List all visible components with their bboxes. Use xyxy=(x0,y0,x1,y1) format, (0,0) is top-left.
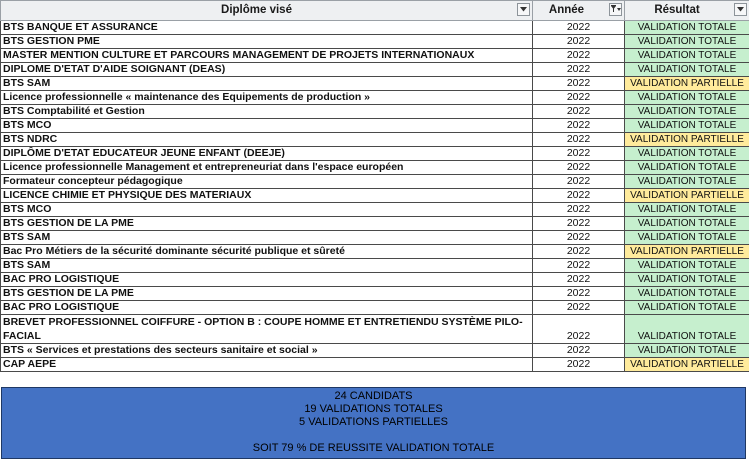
cell-annee[interactable]: 2022 xyxy=(533,91,625,105)
cell-diplome[interactable]: Formateur concepteur pédagogique xyxy=(1,175,533,189)
table-body xyxy=(1,21,749,372)
cell-diplome[interactable]: BAC PRO LOGISTIQUE xyxy=(1,301,533,315)
cell-diplome[interactable]: BTS SAM xyxy=(1,231,533,245)
annee-filter-button[interactable] xyxy=(609,3,622,16)
cell-resultat[interactable]: VALIDATION TOTALE xyxy=(625,217,749,231)
cell-diplome[interactable]: Licence professionnelle Management et entrepreneuriat dans l'espace européen xyxy=(1,161,533,175)
cell-diplome[interactable]: BTS « Services et prestations des secteurs sanitaire et social » xyxy=(1,344,533,358)
cell-resultat[interactable]: VALIDATION TOTALE xyxy=(625,147,749,161)
table-row[interactable] xyxy=(1,189,749,203)
cell-diplome[interactable]: Licence professionnelle « maintenance des Equipements de production » xyxy=(1,91,533,105)
cell-diplome[interactable]: MASTER MENTION CULTURE ET PARCOURS MANAGEMENT DE PROJETS INTERNATIONAUX xyxy=(1,49,533,63)
cell-resultat[interactable]: VALIDATION PARTIELLE xyxy=(625,189,749,203)
cell-diplome[interactable]: BTS Comptabilité et Gestion xyxy=(1,105,533,119)
table-row[interactable] xyxy=(1,315,749,344)
cell-resultat[interactable]: VALIDATION TOTALE xyxy=(625,315,749,344)
table-row[interactable] xyxy=(1,105,749,119)
cell-annee[interactable]: 2022 xyxy=(533,344,625,358)
header-diplome xyxy=(1,1,533,21)
cell-annee[interactable]: 2022 xyxy=(533,133,625,147)
table-row[interactable] xyxy=(1,344,749,358)
cell-resultat[interactable]: VALIDATION TOTALE xyxy=(625,119,749,133)
cell-diplome[interactable]: BTS MCO xyxy=(1,203,533,217)
cell-resultat[interactable]: VALIDATION TOTALE xyxy=(625,273,749,287)
header-row xyxy=(1,1,749,21)
table-row[interactable] xyxy=(1,91,749,105)
cell-diplome[interactable]: BTS BANQUE ET ASSURANCE xyxy=(1,21,533,35)
resultat-filter-button[interactable] xyxy=(734,3,747,16)
summary-taux-reussite: SOIT 79 % DE REUSSITE VALIDATION TOTALE xyxy=(252,442,495,454)
table-row[interactable] xyxy=(1,49,749,63)
cell-resultat[interactable]: VALIDATION TOTALE xyxy=(625,49,749,63)
table-row[interactable] xyxy=(1,175,749,189)
cell-annee[interactable]: 2022 xyxy=(533,189,625,203)
table-row[interactable] xyxy=(1,203,749,217)
cell-resultat[interactable]: VALIDATION PARTIELLE xyxy=(625,358,749,372)
cell-resultat[interactable]: VALIDATION TOTALE xyxy=(625,105,749,119)
header-resultat-label: Résultat xyxy=(654,4,700,16)
table-row[interactable] xyxy=(1,21,749,35)
cell-annee[interactable]: 2022 xyxy=(533,245,625,259)
table-row[interactable] xyxy=(1,119,749,133)
cell-resultat[interactable]: VALIDATION TOTALE xyxy=(625,203,749,217)
cell-diplome[interactable]: BREVET PROFESSIONNEL COIFFURE - OPTION B : COUPE HOMME ET ENTRETIENDU SYSTÈME PILO-FACIAL xyxy=(1,315,533,344)
table-row[interactable] xyxy=(1,63,749,77)
chevron-down-icon xyxy=(737,7,744,12)
cell-annee[interactable]: 2022 xyxy=(533,231,625,245)
table-row[interactable] xyxy=(1,301,749,315)
cell-annee[interactable]: 2022 xyxy=(533,21,625,35)
table-row[interactable] xyxy=(1,358,749,372)
cell-resultat[interactable]: VALIDATION TOTALE xyxy=(625,287,749,301)
filter-icon xyxy=(611,5,621,14)
cell-annee[interactable]: 2022 xyxy=(533,77,625,91)
cell-annee[interactable]: 2022 xyxy=(533,119,625,133)
header-annee-label: Année xyxy=(548,4,585,16)
cell-diplome[interactable]: BTS GESTION DE LA PME xyxy=(1,217,533,231)
cell-diplome[interactable]: CAP AEPE xyxy=(1,358,533,372)
cell-resultat[interactable]: VALIDATION PARTIELLE xyxy=(625,77,749,91)
cell-diplome[interactable]: BTS SAM xyxy=(1,77,533,91)
table-row[interactable] xyxy=(1,231,749,245)
table-row[interactable] xyxy=(1,245,749,259)
cell-diplome[interactable]: LICENCE CHIMIE ET PHYSIQUE DES MATERIAUX xyxy=(1,189,533,203)
cell-diplome[interactable]: BTS MCO xyxy=(1,119,533,133)
cell-annee[interactable]: 2022 xyxy=(533,358,625,372)
cell-annee[interactable]: 2022 xyxy=(533,273,625,287)
table-row[interactable] xyxy=(1,147,749,161)
cell-resultat[interactable]: VALIDATION TOTALE xyxy=(625,63,749,77)
table-row[interactable] xyxy=(1,259,749,273)
cell-annee[interactable]: 2022 xyxy=(533,217,625,231)
cell-annee[interactable]: 2022 xyxy=(533,63,625,77)
cell-annee[interactable]: 2022 xyxy=(533,35,625,49)
summary-candidats: 24 CANDIDATS xyxy=(334,390,413,402)
summary-validations-totales: 19 VALIDATIONS TOTALES xyxy=(304,403,443,415)
cell-resultat[interactable]: VALIDATION TOTALE xyxy=(625,231,749,245)
cell-resultat[interactable]: VALIDATION TOTALE xyxy=(625,175,749,189)
table-row[interactable] xyxy=(1,287,749,301)
cell-diplome[interactable]: BTS GESTION PME xyxy=(1,35,533,49)
header-annee xyxy=(533,1,625,21)
cell-annee[interactable]: 2022 xyxy=(533,287,625,301)
cell-diplome[interactable]: Bac Pro Métiers de la sécurité dominante sécurité publique et sûreté xyxy=(1,245,533,259)
cell-annee[interactable]: 2022 xyxy=(533,315,625,344)
cell-resultat[interactable]: VALIDATION TOTALE xyxy=(625,161,749,175)
cell-resultat[interactable]: VALIDATION TOTALE xyxy=(625,301,749,315)
cell-annee[interactable]: 2022 xyxy=(533,105,625,119)
chevron-down-icon xyxy=(520,7,527,12)
cell-annee[interactable]: 2022 xyxy=(533,259,625,273)
table-row[interactable] xyxy=(1,161,749,175)
cell-annee[interactable]: 2022 xyxy=(533,161,625,175)
summary-box xyxy=(1,387,746,459)
cell-diplome[interactable]: BTS NDRC xyxy=(1,133,533,147)
cell-resultat[interactable]: VALIDATION TOTALE xyxy=(625,91,749,105)
cell-diplome[interactable]: BTS SAM xyxy=(1,259,533,273)
cell-annee[interactable]: 2022 xyxy=(533,203,625,217)
table-row[interactable] xyxy=(1,133,749,147)
cell-resultat[interactable]: VALIDATION TOTALE xyxy=(625,35,749,49)
cell-annee[interactable]: 2022 xyxy=(533,49,625,63)
summary-validations-partielles: 5 VALIDATIONS PARTIELLES xyxy=(299,416,448,428)
cell-annee[interactable]: 2022 xyxy=(533,147,625,161)
cell-diplome[interactable]: DIPLÔME D'ETAT EDUCATEUR JEUNE ENFANT (DEEJE) xyxy=(1,147,533,161)
cell-resultat[interactable]: VALIDATION TOTALE xyxy=(625,259,749,273)
cell-diplome[interactable]: BTS GESTION DE LA PME xyxy=(1,287,533,301)
cell-annee[interactable]: 2022 xyxy=(533,301,625,315)
cell-resultat[interactable]: VALIDATION PARTIELLE xyxy=(625,245,749,259)
cell-resultat[interactable]: VALIDATION TOTALE xyxy=(625,21,749,35)
table-row[interactable] xyxy=(1,35,749,49)
header-diplome-label: Diplôme visé xyxy=(221,4,292,16)
cell-resultat[interactable]: VALIDATION PARTIELLE xyxy=(625,133,749,147)
header-resultat xyxy=(625,1,749,21)
table-row[interactable] xyxy=(1,273,749,287)
cell-resultat[interactable]: VALIDATION TOTALE xyxy=(625,344,749,358)
table-row[interactable] xyxy=(1,77,749,91)
cell-annee[interactable]: 2022 xyxy=(533,175,625,189)
summary-spacer xyxy=(2,429,745,442)
table-row[interactable] xyxy=(1,217,749,231)
cell-diplome[interactable]: DIPLOME D'ETAT D'AIDE SOIGNANT (DEAS) xyxy=(1,63,533,77)
diplome-filter-button[interactable] xyxy=(517,3,530,16)
cell-diplome[interactable]: BAC PRO LOGISTIQUE xyxy=(1,273,533,287)
